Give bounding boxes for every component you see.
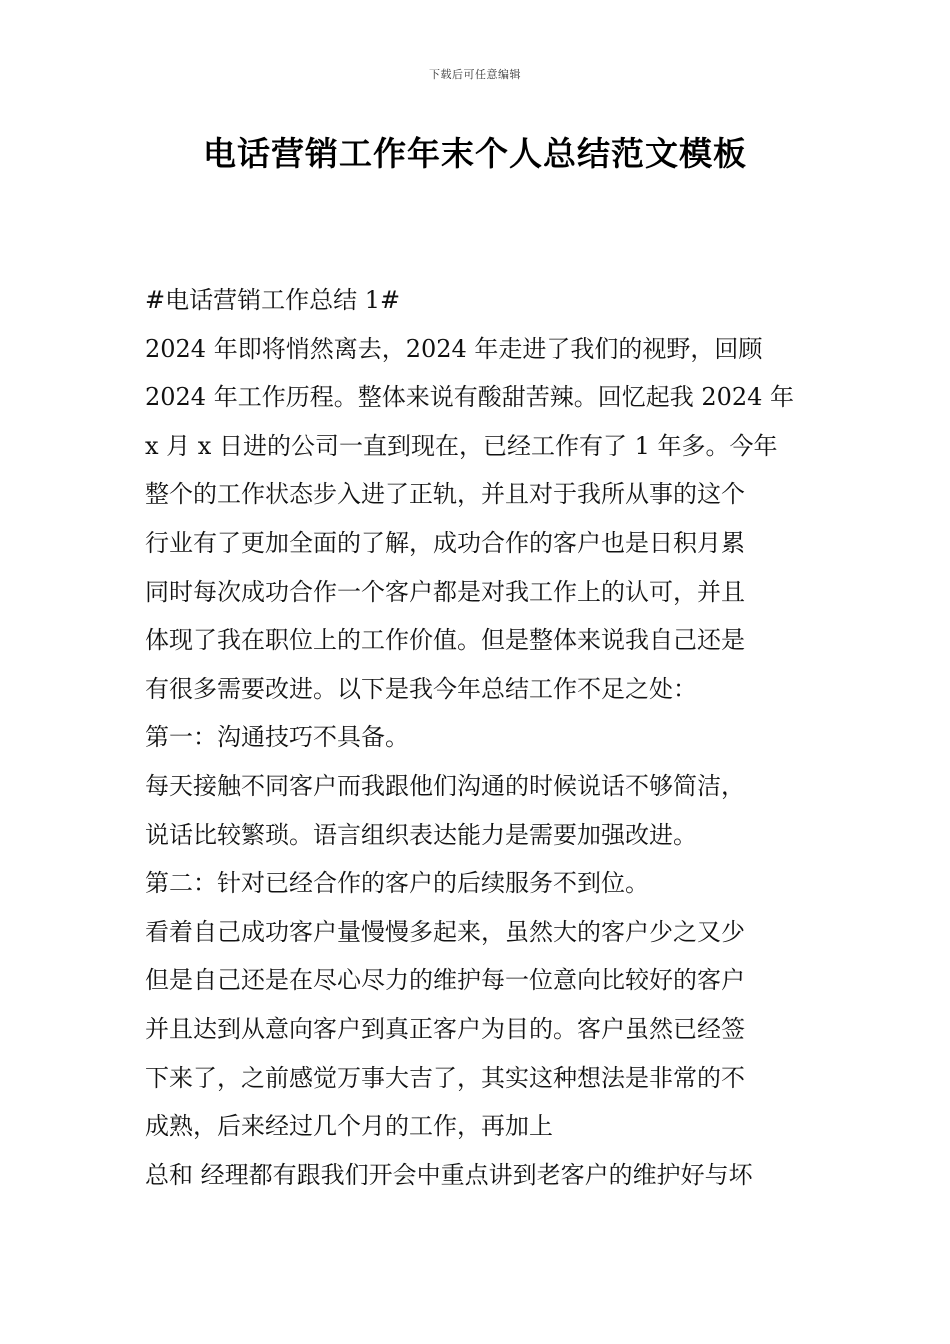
paragraph-line: 但是自己还是在尽心尽力的维护每一位意向比较好的客户 xyxy=(145,966,745,995)
point-heading: 第一：沟通技巧不具备。 xyxy=(145,723,409,752)
paragraph-line: 同时每次成功合作一个客户都是对我工作上的认可，并且 xyxy=(145,577,745,606)
paragraph-line: 2024 年工作历程。整体来说有酸甜苦辣。回忆起我 2024 年 xyxy=(145,383,795,412)
paragraph-line: 行业有了更加全面的了解，成功合作的客户也是日积月累 xyxy=(145,528,745,557)
header-note: 下载后可任意编辑 xyxy=(429,68,521,81)
paragraph-line: x 月 x 日进的公司一直到现在，已经工作有了 1 年多。今年 xyxy=(145,431,778,460)
paragraph-line: 并且达到从意向客户到真正客户为目的。客户虽然已经签 xyxy=(145,1014,745,1043)
paragraph-line: 总和 经理都有跟我们开会中重点讲到老客户的维护好与坏 xyxy=(145,1160,753,1189)
paragraph-line: 说话比较繁琐。语言组织表达能力是需要加强改进。 xyxy=(145,820,697,849)
paragraph-line: 有很多需要改进。以下是我今年总结工作不足之处： xyxy=(145,674,697,703)
page-title: 电话营销工作年末个人总结范文模板 xyxy=(203,134,747,173)
paragraph-line: 2024 年即将悄然离去，2024 年走进了我们的视野，回顾 xyxy=(145,334,763,363)
point-heading: 第二：针对已经合作的客户的后续服务不到位。 xyxy=(145,869,649,898)
paragraph-line: 成熟，后来经过几个月的工作，再加上 xyxy=(145,1112,553,1141)
paragraph-line: 每天接触不同客户而我跟他们沟通的时候说话不够简洁， xyxy=(145,771,745,800)
document-body xyxy=(145,276,810,1199)
paragraph-line: 下来了，之前感觉万事大吉了，其实这种想法是非常的不 xyxy=(145,1063,745,1092)
paragraph-line: 体现了我在职位上的工作价值。但是整体来说我自己还是 xyxy=(145,626,745,655)
section-heading: #电话营销工作总结 1# xyxy=(145,286,401,314)
paragraph-line: 整个的工作状态步入进了正轨，并且对于我所从事的这个 xyxy=(145,480,745,509)
paragraph-line: 看着自己成功客户量慢慢多起来，虽然大的客户少之又少 xyxy=(145,917,745,946)
